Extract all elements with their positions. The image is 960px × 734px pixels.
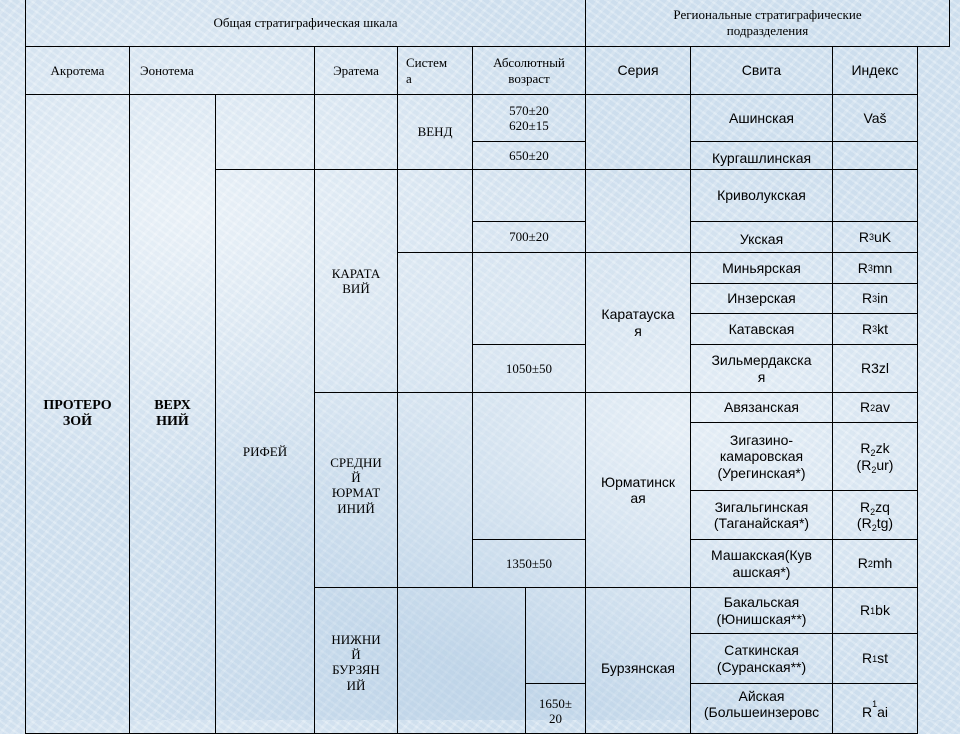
suite-cell [690,283,833,314]
index-cell: R 3 uK [832,221,918,253]
index-sub-alt: 2 [871,523,877,533]
index-rest: zq [875,498,890,515]
suite-cell [690,422,833,491]
suite-cell [690,141,833,170]
index-base: R [860,440,871,457]
index-rest: st [877,650,889,667]
index-cell: R 1 st [832,633,918,684]
suite-cell [690,490,833,540]
index-rest: in [877,290,889,307]
index-sub: 2 [870,506,876,517]
eratema-rifey: РИФЕЙ [215,169,315,734]
karatavii: КАРАТА ВИЙ [314,169,398,393]
suite-cell [690,313,833,345]
col-eratema: Эратема [314,46,398,95]
index-base: R [861,320,873,337]
index-cell: R 1 ai [832,683,918,734]
index-base-alt: (R [856,515,872,531]
blank-cell [314,94,398,170]
index-rest: mn [872,259,893,276]
index-base: Vaš [863,109,887,126]
index-rest: uK [874,228,892,245]
index-cell: R 2 mh [832,539,918,588]
yurmatinii: СРЕДНИ Й ЮРМАТ ИНИЙ [314,392,398,588]
col-seriya: Серия [585,46,691,95]
blank-cell [397,392,473,588]
blank-cell [397,587,526,734]
col-akrotema: Акротема [25,46,130,95]
suite-name: Ашинская [729,109,794,126]
suite-cell [690,169,833,222]
blank-cell [472,392,586,540]
suite-name: Криволукская [717,187,806,204]
index-sub-alt: 2 [871,464,877,475]
series-burzyan: Бурзянская [585,587,691,734]
suite-cell [690,252,833,284]
col-age: Абсолютный возраст [472,46,586,95]
index-rest-alt: tg) [876,515,894,531]
suite-name: Зигальгинская (Таганайская*) [713,498,810,531]
index-cell [832,94,918,142]
index-rest-alt: ur) [876,456,894,473]
index-base: R [861,290,873,307]
index-cell: R 3 kt [832,313,918,345]
blank-cell [472,252,586,345]
header-regional-units: Региональные стратиграфические подразделения [585,0,950,47]
index-base: R [860,399,871,416]
index-rest: av [875,399,890,416]
index-base: R [860,602,871,619]
blank-cell [585,169,691,253]
suite-name: Зильмердакска я [711,352,812,385]
suite-name: Зигазино- камаровская (Урегинская*) [717,431,806,481]
index-base: R [857,259,868,276]
index-base: R [861,704,873,720]
index-cell [832,169,918,222]
suite-name: Саткинская (Суранская**) [716,642,807,675]
index-rest: ai [877,704,889,720]
index-sub: 2 [870,448,876,459]
index-cell [832,141,918,170]
index-base: R [858,228,869,245]
index-rest: bk [875,602,890,619]
index-line [860,440,890,459]
age-1350: 1350±50 [472,539,586,588]
eonotema-upper: ВЕРХ НИЙ [129,94,216,734]
suite-cell [690,221,833,253]
suite-name: Авязанская [724,399,799,416]
suite-name: Айская (Большеинзеровс [703,688,820,721]
index-rest: mh [872,555,893,572]
suite-name: Машакская(Кув ашская*) [711,547,812,580]
col-eonotema: Эонотема [129,46,315,95]
suite-name: Миньярская [722,259,801,276]
age-570: 570±20 620±15 [472,94,586,142]
index-cell [832,422,918,491]
age-650: 650±20 [472,141,586,170]
suite-cell [690,587,833,634]
suite-name: Катавская [728,320,795,337]
blank-cell [397,252,473,393]
col-index: Индекс [832,46,918,95]
suite-cell [690,392,833,423]
blank-cell [397,169,473,253]
series-yurmata: Юрматинск ая [585,392,691,588]
suite-cell [690,344,833,393]
index-line-alt [857,457,894,473]
index-cell [832,344,918,393]
age-1050: 1050±50 [472,344,586,393]
suite-cell [690,683,833,734]
index-base: R [861,650,873,667]
index-base-alt: (R [856,456,872,473]
index-base: R3zl [860,360,889,377]
burzyanii: НИЖНИ Й БУРЗЯН ИЙ [314,587,398,734]
col-svita: Свита [690,46,833,95]
series-karatau: Каратауска я [585,252,691,393]
index-line [860,499,890,515]
age-1650: 1650± 20 [525,683,586,734]
suite-name: Кургашлинская [711,149,812,166]
suite-name: Бакальская (Юнишская**) [716,594,807,627]
blank-cell [472,169,586,222]
index-cell: R 2 av [832,392,918,423]
blank-cell [585,94,691,170]
akrotema-proterozoic: ПРОТЕРО ЗОЙ [25,94,130,734]
index-rest: kt [877,320,889,337]
suite-cell [690,633,833,684]
header-general-scale: Общая стратиграфическая шкала [25,0,586,47]
index-base: R [860,498,871,515]
index-cell [832,490,918,540]
suite-cell [690,539,833,588]
age-700: 700±20 [472,221,586,253]
col-sistema: Систем а [397,46,473,95]
system-vend: ВЕНД [397,94,473,170]
suite-name: Инзерская [727,290,796,307]
suite-cell [690,94,833,142]
index-base: R [857,555,868,572]
index-cell: R 3 mn [832,252,918,284]
index-cell: R 3 in [832,283,918,314]
suite-name: Укская [739,230,784,247]
index-cell: R 1 bk [832,587,918,634]
blank-cell [215,94,315,170]
blank-cell [525,587,586,684]
index-line-alt [857,515,893,531]
index-rest: zk [875,440,890,457]
